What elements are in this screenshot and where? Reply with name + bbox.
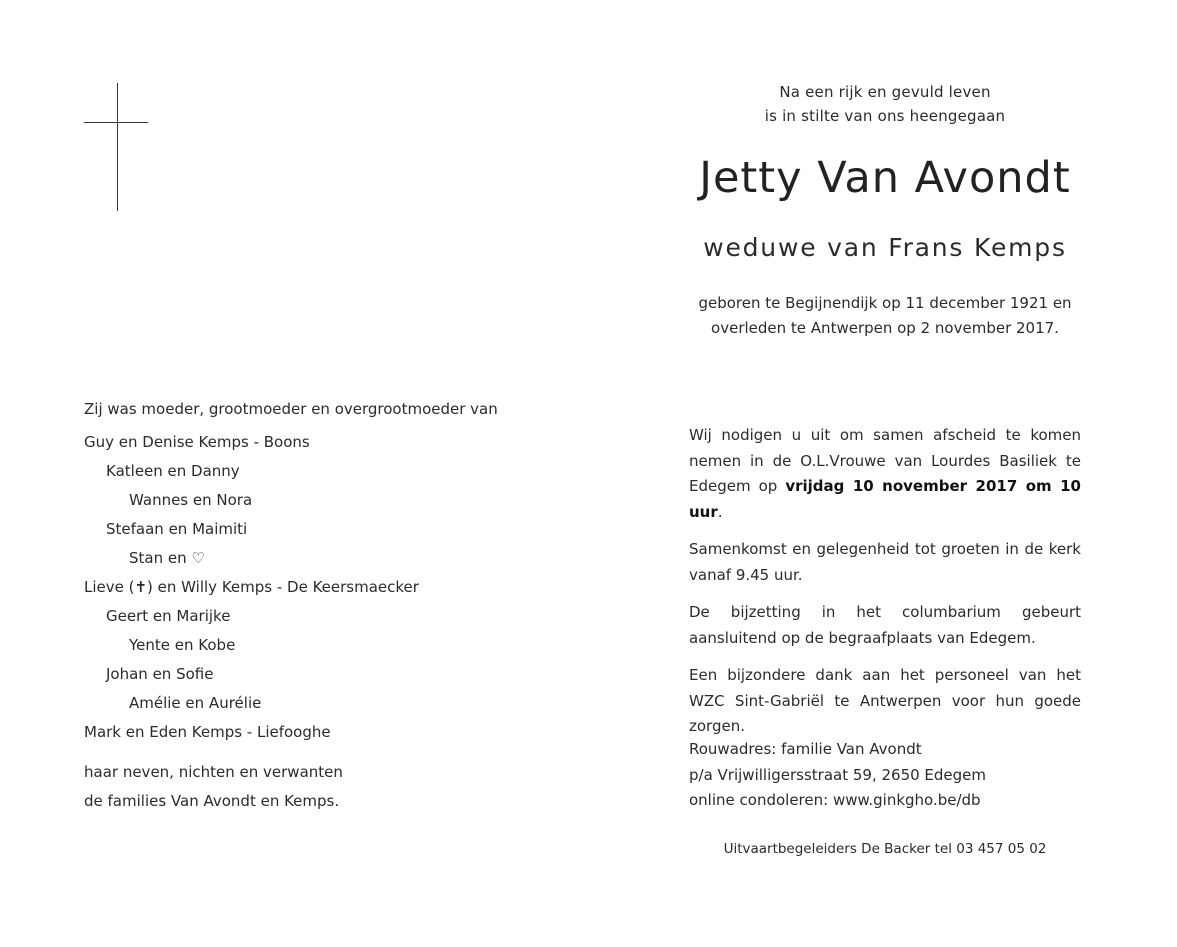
family-member: Mark en Eden Kemps - Liefooghe (84, 723, 331, 741)
intro-line-2: is in stilte van ons heengegaan (764, 107, 1006, 125)
death-line: overleden te Antwerpen op 2 november 2017. (711, 319, 1059, 337)
address-line-1: Rouwadres: familie Van Avondt (689, 740, 922, 758)
birth-line: geboren te Begijnendijk op 11 december 1921 en (698, 294, 1072, 312)
address-line-2: p/a Vrijwilligersstraat 59, 2650 Edegem (689, 765, 987, 784)
ceremony-end: . (717, 502, 723, 521)
family-member: Lieve (✝) en Willy Kemps - De Keersmaecker (84, 578, 419, 596)
widow-of: weduwe van Frans Kemps (703, 233, 1067, 262)
invitation-paragraph-thanks: Een bijzondere dank aan het personeel van het WZC Sint-Gabriël te Antwerpen voor hun goede zorgen. (689, 666, 1081, 735)
relatives (84, 758, 604, 816)
cross-vertical-bar (117, 83, 118, 211)
family-member: Johan en Sofie (106, 665, 214, 683)
invitation-paragraph-gathering: Samenkomst en gelegenheid tot groeten in de kerk vanaf 9.45 uur. (689, 540, 1081, 584)
family-member: Stefaan en Maimiti (106, 520, 248, 538)
intro-text (689, 80, 1081, 128)
invitation-paragraph-interment: De bijzetting in het columbarium gebeurt aansluitend op de begraafplaats van Edegem. (689, 603, 1081, 647)
birth-death-info (689, 291, 1081, 341)
cross-horizontal-bar (84, 122, 148, 123)
family-list (84, 428, 604, 747)
relatives-line-2: de families Van Avondt en Kemps. (84, 792, 340, 810)
family-member: Wannes en Nora (129, 491, 253, 509)
family-member: Guy en Denise Kemps - Boons (84, 433, 310, 451)
family-member: Stan en ♡ (129, 549, 205, 567)
mourning-address (689, 737, 1081, 814)
family-member: Geert en Marijke (106, 607, 231, 625)
invitation-paragraph-ceremony (689, 423, 1081, 525)
family-member: Katleen en Danny (106, 462, 240, 480)
condolence-link[interactable]: online condoleren: www.ginkgho.be/db (689, 791, 981, 809)
invitation-text (689, 423, 1081, 752)
relatives-line-1: haar neven, nichten en verwanten (84, 763, 343, 781)
intro-line-1: Na een rijk en gevuld leven (779, 83, 991, 101)
family-heading: Zij was moeder, grootmoeder en overgrootmoeder van (84, 400, 498, 418)
family-member: Yente en Kobe (129, 636, 236, 654)
ceremony-date: vrijdag 10 november 2017 om 10 uur (689, 477, 1081, 521)
ceremony-intro: Wij nodigen u uit om samen afscheid te komen nemen in de O.L.Vrouwe van Lourdes Basiliek te Edegem op (689, 426, 1081, 495)
family-member: Amélie en Aurélie (129, 694, 262, 712)
deceased-name: Jetty Van Avondt (699, 153, 1071, 203)
undertaker-info: Uitvaartbegeleiders De Backer tel 03 457 05 02 (723, 841, 1047, 857)
